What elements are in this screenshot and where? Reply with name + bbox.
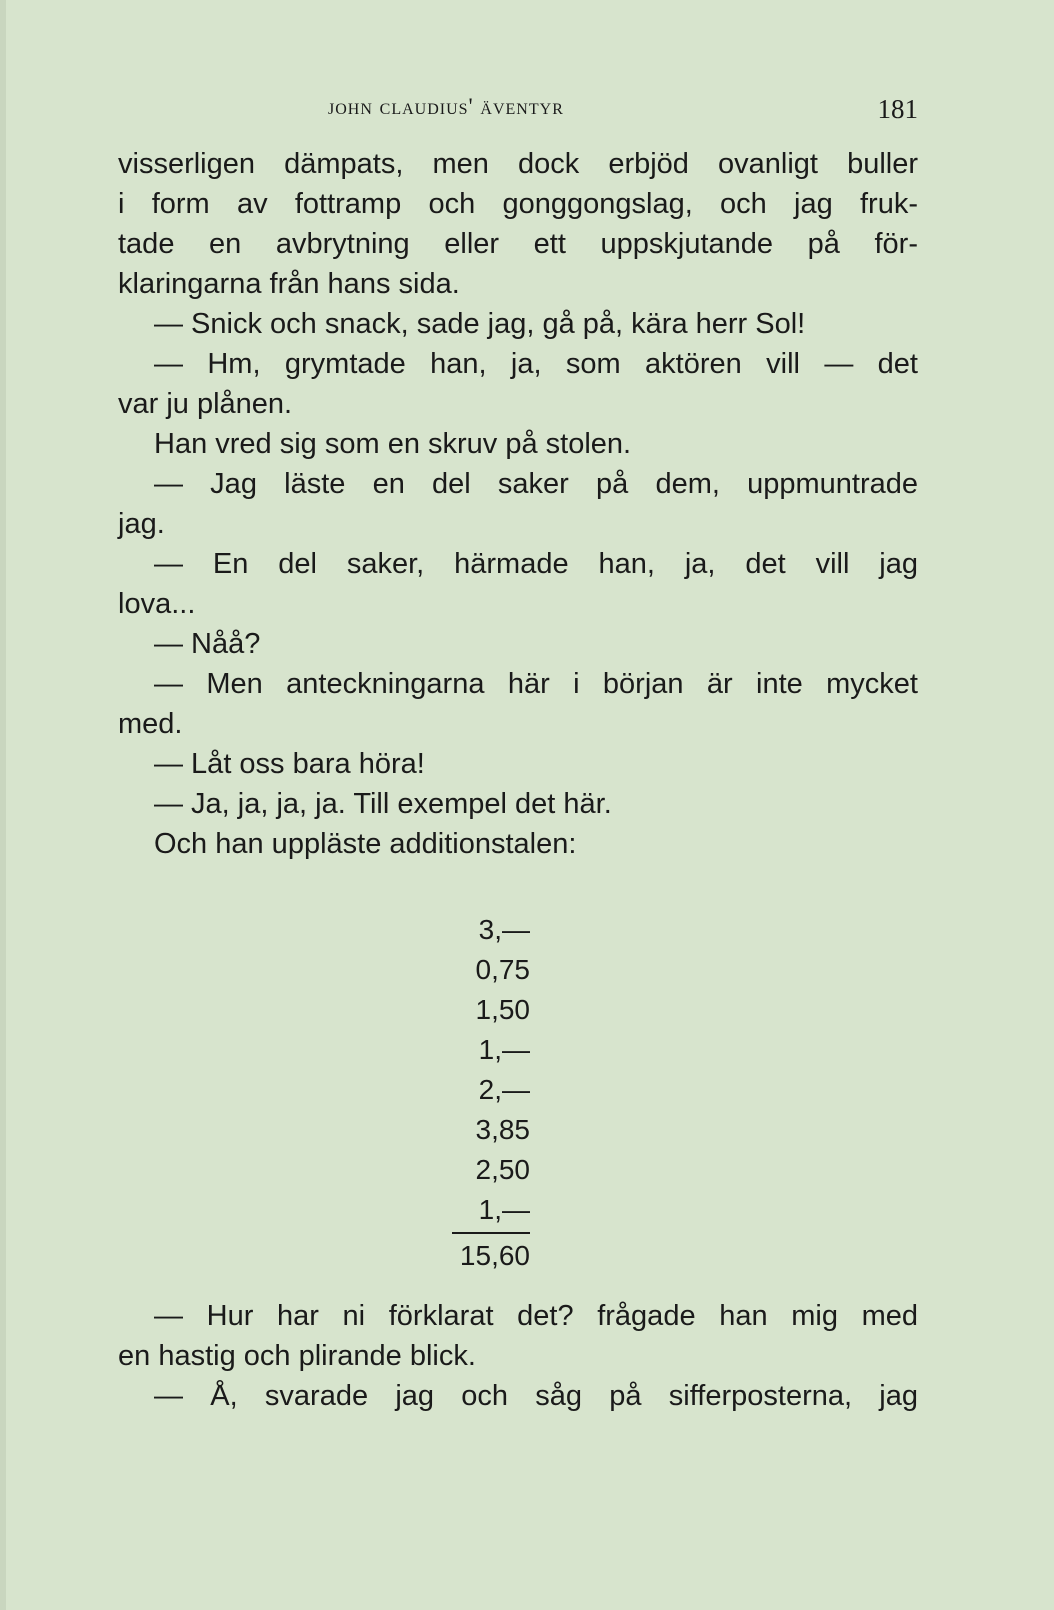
text-line: visserligen dämpats, men dock erbjöd ovanligt buller	[118, 148, 918, 180]
body-text	[118, 144, 918, 864]
text-line: — Snick och snack, sade jag, gå på, kära herr Sol!	[154, 308, 806, 340]
text-line: lova...	[118, 588, 196, 620]
page-header	[118, 94, 918, 128]
addition-item: 1,—	[478, 1194, 530, 1225]
text-line: — Låt oss bara höra!	[154, 748, 425, 780]
running-title: john claudius' äventyr	[328, 94, 564, 119]
text-line: i form av fottramp och gonggongslag, och jag fruk-	[118, 188, 918, 220]
text-line: — Å, svarade jag och såg på sifferposterna, jag	[154, 1380, 918, 1412]
closing-text	[118, 1296, 918, 1416]
text-line: Han vred sig som en skruv på stolen.	[154, 428, 632, 460]
text-line: klaringarna från hans sida.	[118, 268, 460, 300]
text-line: — Men anteckningarna här i början är inte mycket	[154, 668, 918, 700]
addition-total: 15,60	[459, 1240, 530, 1271]
text-line: — Hur har ni förklarat det? frågade han mig med	[154, 1300, 918, 1332]
page-edge	[0, 0, 6, 1610]
text-line: var ju plånen.	[118, 388, 293, 420]
text-line: tade en avbrytning eller ett uppskjutande på för-	[118, 228, 918, 260]
addition-item: 2,50	[475, 1154, 530, 1185]
text-line: en hastig och plirande blick.	[118, 1340, 476, 1372]
text-line: Och han uppläste additionstalen:	[154, 828, 577, 860]
addition-item: 3,85	[475, 1114, 530, 1145]
addition-item: 0,75	[475, 954, 530, 985]
text-line: — Nåå?	[154, 628, 261, 660]
addition-item: 1,50	[475, 994, 530, 1025]
text-line: — Jag läste en del saker på dem, uppmuntrade	[154, 468, 918, 500]
text-line: jag.	[118, 508, 165, 540]
text-line: med.	[118, 708, 183, 740]
addition-item: 3,—	[478, 914, 530, 945]
addition-column	[430, 910, 530, 1274]
page-number: 181	[877, 94, 918, 124]
text-line: — En del saker, härmade han, ja, det vill jag	[154, 548, 918, 580]
text-line: — Hm, grymtade han, ja, som aktören vill — det	[154, 348, 918, 380]
addition-item: 1,—	[478, 1034, 530, 1065]
addition-item: 2,—	[478, 1074, 530, 1105]
text-line: — Ja, ja, ja, ja. Till exempel det här.	[154, 788, 612, 820]
